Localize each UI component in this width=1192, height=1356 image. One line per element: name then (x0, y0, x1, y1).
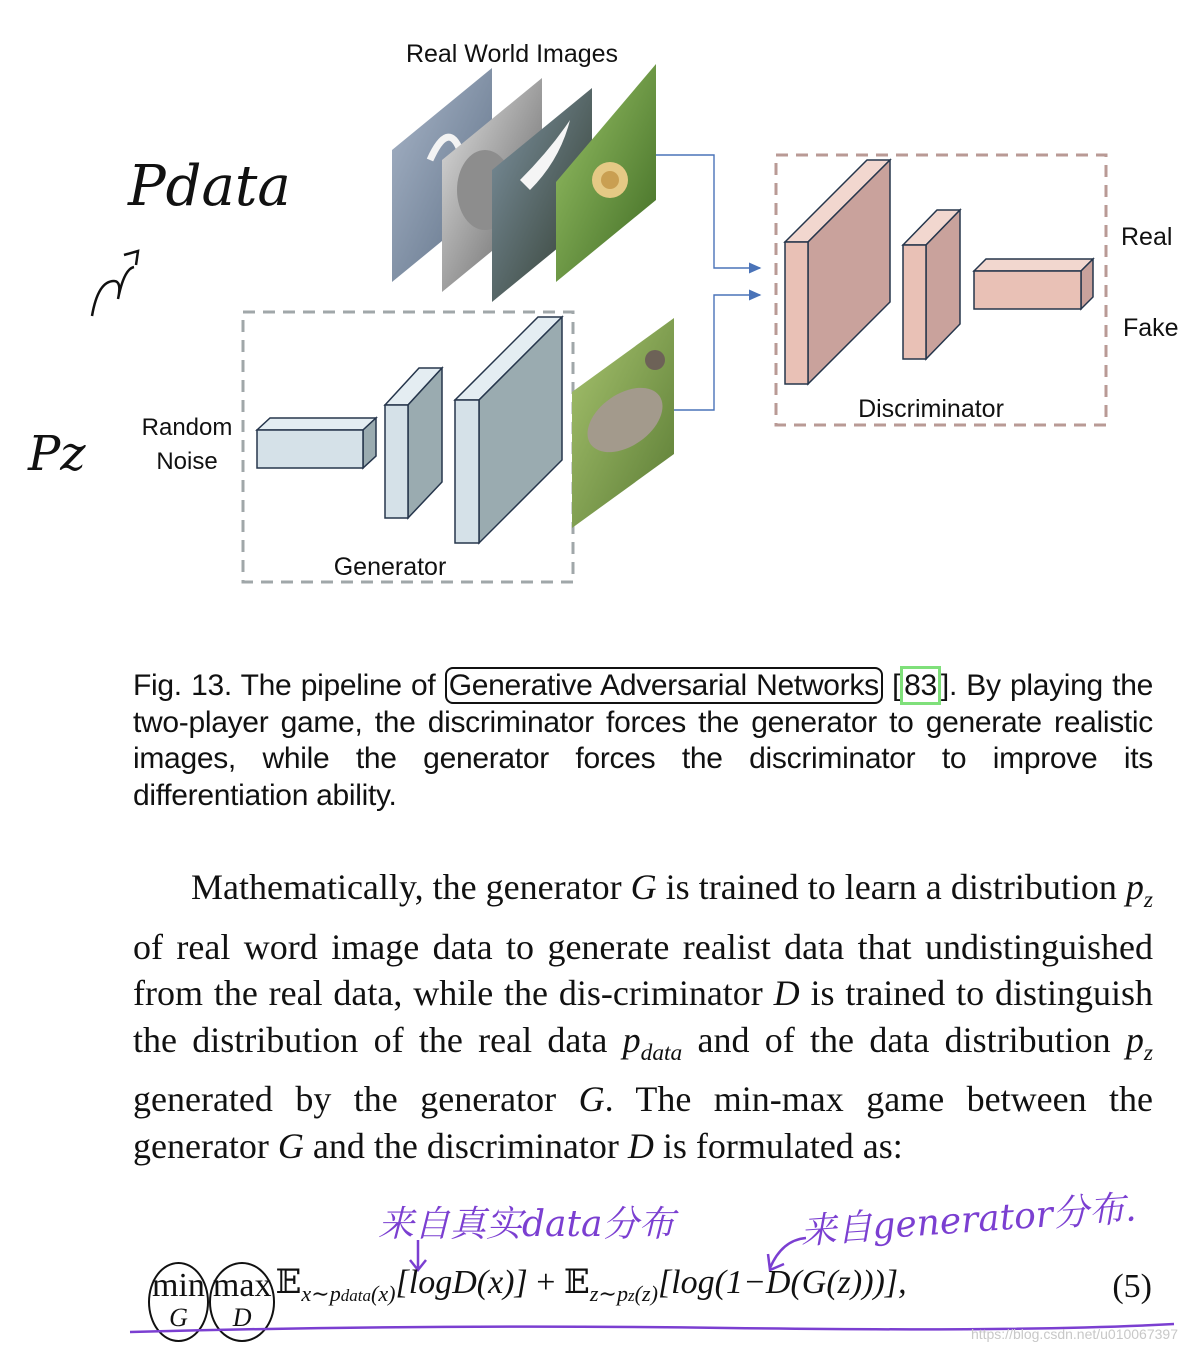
body-text-run: is trained to learn a distribution (656, 867, 1126, 907)
generated-image-partridge (572, 318, 674, 528)
math-G: G (630, 867, 657, 907)
math-G: G (578, 1079, 605, 1120)
generator-layer-1 (385, 368, 442, 518)
body-text-run: of real word image data to generate realist data that undistinguished from the real data, while the dis-criminator (133, 926, 1153, 1014)
equation-number: (5) (1112, 1268, 1152, 1305)
body-text-run: and of the data distribution (682, 1019, 1126, 1060)
body-text-run: Mathematically, the generator (191, 867, 631, 907)
body-text-run: . The min-max game between the generator (133, 1079, 1153, 1166)
math-p: p (622, 1019, 641, 1060)
body-text-run: generated by the generator (133, 1079, 579, 1120)
eq-plus: + (527, 1264, 564, 1301)
math-sub-z: z (1143, 1039, 1153, 1066)
watermark: https://blog.csdn.net/u010067397 (970, 1326, 1178, 1342)
eq-sub-2: z∼p (589, 1280, 628, 1306)
generator-layer-2 (455, 317, 562, 543)
eq-subsub-1: data (340, 1285, 371, 1305)
eq-max-sub: D (232, 1303, 252, 1332)
math-p: p (1125, 1019, 1144, 1060)
handwritten-pz: Pz (28, 426, 86, 482)
body-text-run: and the discriminator (303, 1125, 628, 1166)
figure-caption (133, 668, 1153, 814)
body-text-run: is formulated as: (653, 1125, 903, 1166)
math-G: G (277, 1125, 304, 1166)
gan-pipeline-figure (0, 0, 1192, 620)
caption-gan-name: Generative Adversarial Networks (445, 667, 883, 704)
random-noise-label-2: Noise (156, 448, 218, 475)
discriminator-output-block (974, 259, 1093, 309)
generator-label: Generator (333, 553, 447, 581)
fake-label: Fake (1123, 314, 1179, 342)
eq-expectation-2: 𝔼 (563, 1264, 590, 1301)
eq-max-text: max (212, 1267, 272, 1304)
math-sub-data: data (640, 1039, 683, 1066)
handwritten-squiggle (92, 251, 138, 316)
caption-rest: . By playing the two-player game, the discriminator forces the generator to generate realistic images, while the generator forces the discriminator to improve its differentiation ability. (133, 669, 1154, 812)
annotation-real-data: 来自真实data分布 (378, 1204, 675, 1245)
real-world-images-label: Real World Images (405, 40, 619, 68)
eq-body-2: [log(1−D(G(z)))], (657, 1264, 907, 1301)
eq-body-1: [logD(x)] (395, 1264, 528, 1301)
math-sub-z: z (1143, 887, 1153, 914)
eq-sub-tail-1: (x) (370, 1280, 396, 1306)
eq-sub-tail-2: (z) (634, 1280, 658, 1306)
real-image-stack (392, 64, 656, 302)
eq-min-text: min (152, 1267, 205, 1304)
body-text-run: is trained to distinguish the distribution of the real data (133, 973, 1153, 1060)
eq-subsub-2: z (628, 1285, 635, 1305)
math-D: D (773, 973, 800, 1014)
caption-ref-open: [ (882, 669, 901, 702)
body-paragraph (133, 864, 1153, 1169)
caption-ref-close: ] (940, 669, 949, 702)
real-label: Real (1121, 223, 1173, 251)
eq-sub-1: x∼p (301, 1280, 341, 1306)
noise-block (257, 418, 376, 468)
handwritten-pdata: Pdata (128, 154, 291, 219)
eq-expectation-1: 𝔼 (275, 1264, 302, 1301)
discriminator-label: Discriminator (858, 395, 1004, 423)
eq-min-sub: G (169, 1303, 188, 1332)
caption-citation-link[interactable]: 83 (900, 666, 941, 705)
discriminator-layer-2 (903, 210, 960, 359)
random-noise-label-1: Random (141, 414, 233, 441)
math-p: p (1125, 867, 1144, 907)
math-D: D (627, 1125, 654, 1166)
caption-prefix: Fig. 13. The pipeline of (133, 669, 445, 702)
discriminator-layer-1 (785, 160, 890, 384)
annotation-generator: 来自generator分布. (799, 1188, 1138, 1253)
